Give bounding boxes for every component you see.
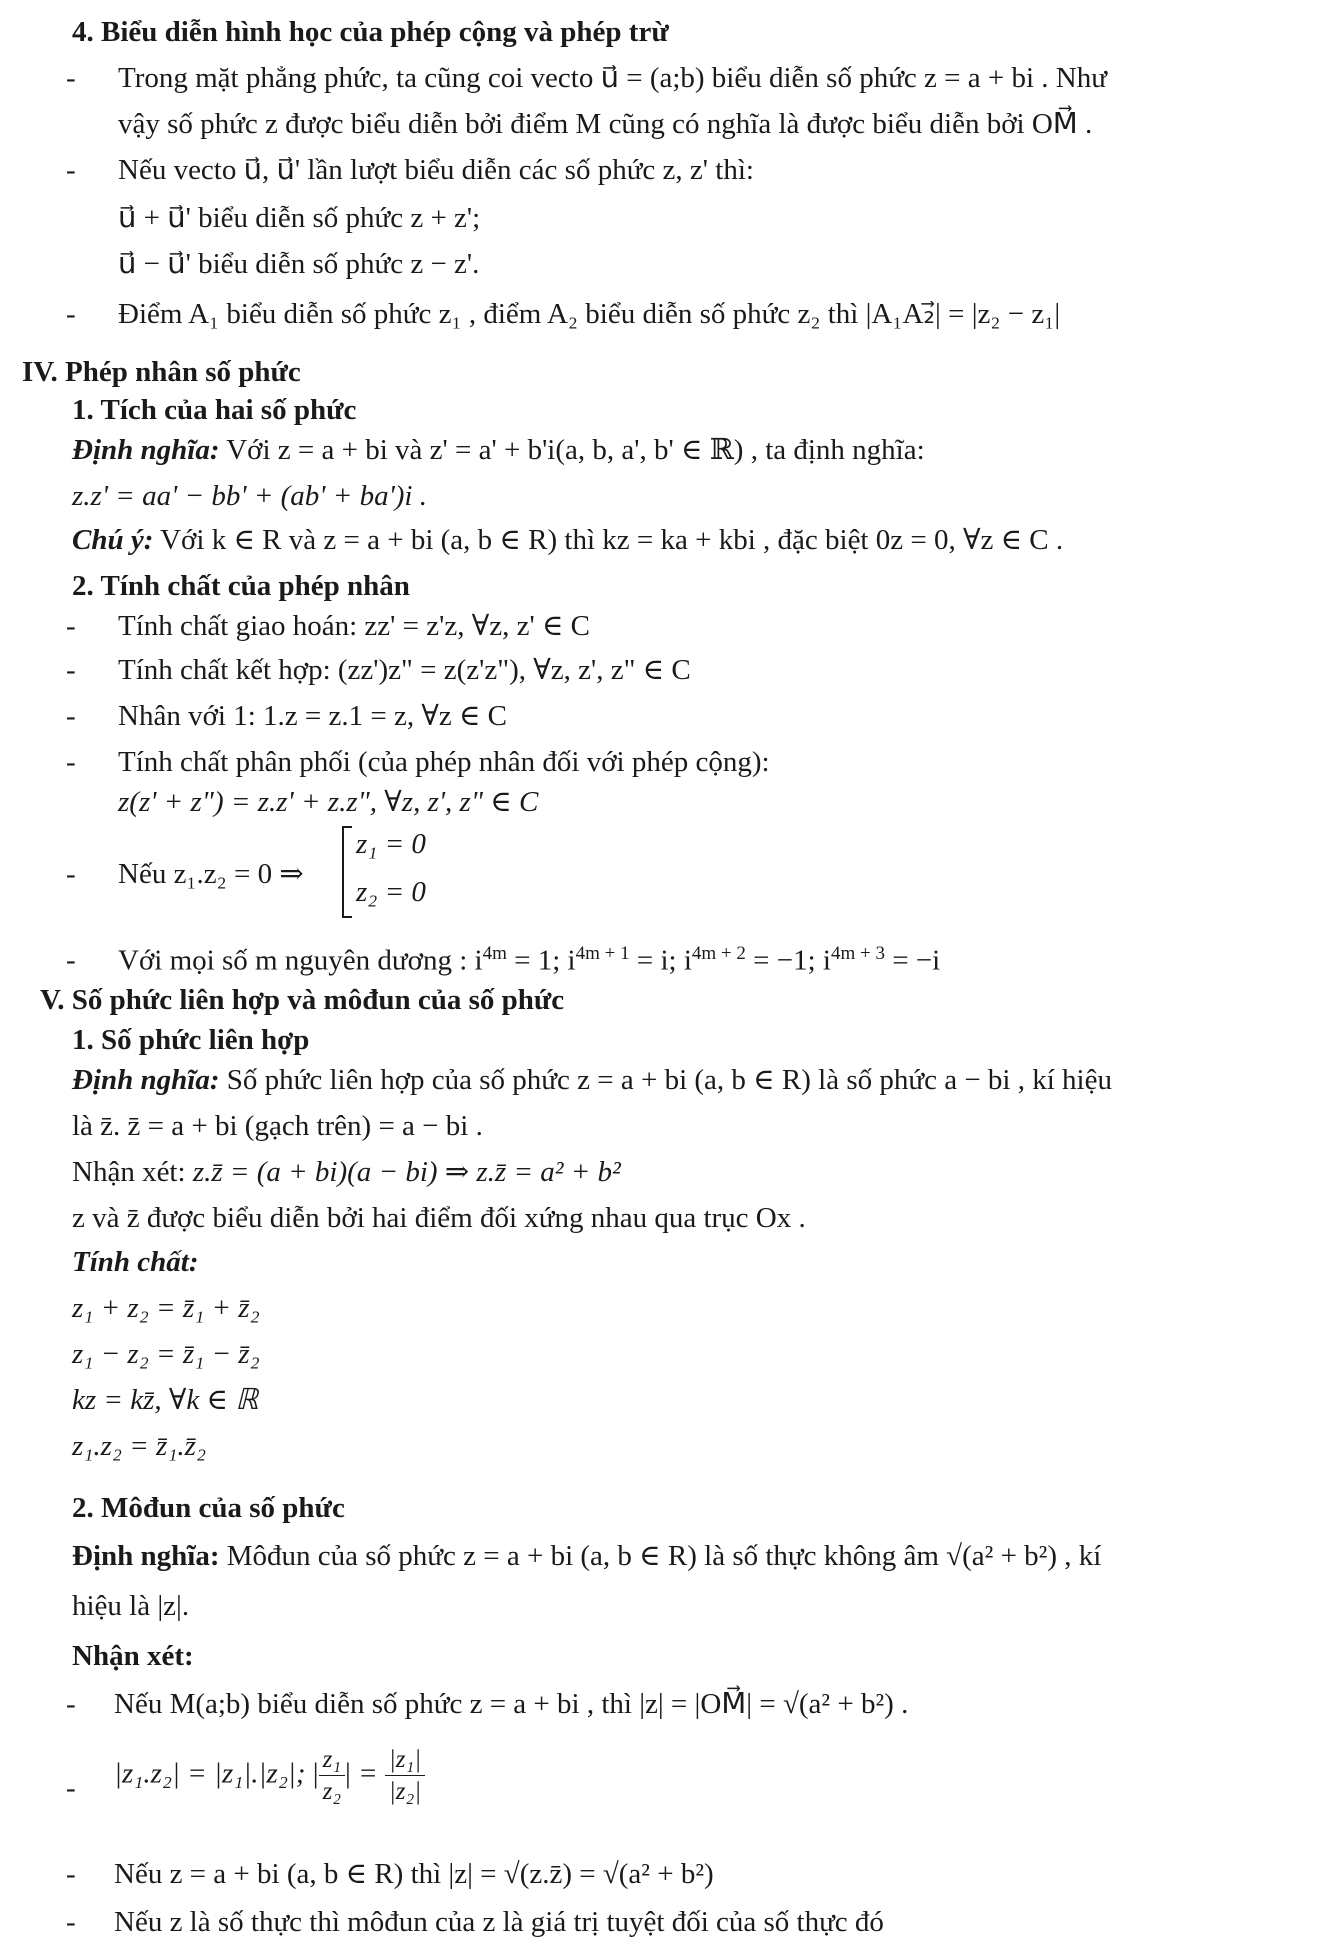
bullet-dash: -	[66, 944, 76, 976]
sec4-line-2: vậy số phức z được biểu diễn bởi điểm M cũng có nghĩa là được biểu diễn bởi OM⃗ .	[118, 108, 1093, 140]
case-2: z₂ = 0	[356, 876, 426, 908]
case-bracket	[342, 826, 352, 918]
definition-text: Với z = a + bi và z' = a' + b'i(a, b, a', b' ∈ ℝ) , ta định nghĩa:	[219, 434, 925, 466]
modulus-product: |z₁.z₂| = |z₁|.|z₂|;	[114, 1757, 306, 1790]
definition-label: Định nghĩa:	[72, 1540, 220, 1572]
section-4-title: 4. Biểu diễn hình học của phép cộng và phép trừ	[72, 16, 669, 48]
bullet-dash: -	[66, 298, 76, 330]
bullet-dash: -	[66, 1688, 76, 1720]
definition-label: Định nghĩa:	[72, 434, 220, 466]
v2-modulus-point: Nếu M(a;b) biểu diễn số phức z = a + bi , thì |z| = |OM⃗| = √(a² + b²) .	[114, 1688, 909, 1720]
v1-definition-line-2: là z̄. z̄ = a + bi (gạch trên) = a − bi .	[72, 1110, 483, 1142]
fraction-2: $\frac{\text{|z₁|}}{\text{|z₂|}}$	[385, 1744, 425, 1808]
v2-title: 2. Môđun của số phức	[72, 1492, 345, 1524]
v1-properties-label: Tính chất:	[72, 1246, 199, 1278]
powers-label: Với mọi số m nguyên dương :	[118, 944, 468, 977]
v2-remark-label: Nhận xét:	[72, 1640, 194, 1672]
exponent-3: 4m + 2	[691, 943, 746, 964]
iv2-powers-of-i: Với mọi số m nguyên dương : $i^{4m} = 1$; $i^{4m + 1} = i$; $i^{4m + 2} = -1$; $i^{4m + 3} = -i$	[118, 943, 941, 977]
v1-title: 1. Số phức liên hợp	[72, 1024, 310, 1056]
section-V-title: V. Số phức liên hợp và môđun của số phức	[40, 984, 565, 1016]
iv2-zero-product: Nếu z₁.z₂ = 0 ⇒	[118, 858, 304, 890]
bullet-dash: -	[66, 1858, 76, 1890]
remark-text: z.z̄ = (a + bi)(a − bi) ⇒ z.z̄ = a² + b²	[185, 1156, 621, 1188]
case-1: z₁ = 0	[356, 828, 426, 860]
note-label: Chú ý:	[72, 524, 154, 556]
v2-definition-line-2: hiệu là |z|.	[72, 1590, 190, 1622]
section-IV-title: IV. Phép nhân số phức	[22, 356, 301, 388]
v1-remark	[72, 1154, 621, 1190]
v1-property-4: z₁.z₂ = z̄₁.z̄₂	[72, 1430, 207, 1462]
exponent-2: 4m + 1	[575, 943, 630, 964]
definition-label: Định nghĩa:	[72, 1064, 220, 1096]
v2-modulus-conjugate: Nếu z = a + bi (a, b ∈ R) thì |z| = √(z.z̄) = √(a² + b²)	[114, 1858, 714, 1890]
v1-property-3: kz = kz̄, ∀k ∈ ℝ	[72, 1384, 259, 1416]
sec4-line-6: Điểm A₁ biểu diễn số phức z₁ , điểm A₂ biểu diễn số phức z₂ thì |A₁A₂⃗| = |z₂ − z₁|	[118, 298, 1061, 330]
bullet-dash: -	[66, 858, 76, 890]
bullet-dash: -	[66, 1906, 76, 1938]
iv1-formula: z.z' = aa' − bb' + (ab' + ba')i .	[72, 480, 427, 512]
iv2-prop-associative: Tính chất kết hợp: (zz')z" = z(z'z"), ∀z, z', z" ∈ C	[118, 654, 691, 686]
bullet-dash: -	[66, 700, 76, 732]
iv2-prop-distributive: Tính chất phân phối (của phép nhân đối với phép cộng):	[118, 746, 770, 778]
definition-text: Số phức liên hợp của số phức z = a + bi (a, b ∈ R) là số phức a − bi , kí hiệu	[219, 1064, 1112, 1096]
v2-modulus-product-quotient: |z₁.z₂| = |z₁|.|z₂|; | $\frac{\text{z₁}}{\text{z₂}}$ | = $\frac{\text{|z₁|}}{\text{|z₂|}}$	[114, 1744, 425, 1808]
bullet-dash: -	[66, 654, 76, 686]
sec4-line-4: u⃗ + u⃗' biểu diễn số phức z + z';	[118, 202, 481, 234]
bullet-dash: -	[66, 610, 76, 642]
iv2-prop-distributive-formula: z(z' + z") = z.z' + z.z", ∀z, z', z" ∈ C	[118, 786, 539, 818]
v1-property-2: z₁ − z₂ = z̄₁ − z̄₂	[72, 1338, 260, 1370]
exponent-1: 4m	[482, 943, 507, 964]
v2-modulus-real: Nếu z là số thực thì môđun của z là giá trị tuyệt đối của số thực đó	[114, 1906, 884, 1938]
v1-property-1: z₁ + z₂ = z̄₁ + z̄₂	[72, 1292, 260, 1324]
fraction-1: $\frac{\text{z₁}}{\text{z₂}}$	[319, 1744, 345, 1808]
bullet-dash: -	[66, 154, 76, 186]
iv2-prop-commutative: Tính chất giao hoán: zz' = z'z, ∀z, z' ∈ C	[118, 610, 591, 642]
v1-definition	[72, 1062, 1112, 1098]
v2-definition	[72, 1538, 1101, 1574]
sec4-line-1: Trong mặt phẳng phức, ta cũng coi vecto u⃗ = (a;b) biểu diễn số phức z = a + bi . Như	[118, 62, 1107, 94]
exponent-4: 4m + 3	[830, 943, 885, 964]
sec4-line-5: u⃗ − u⃗' biểu diễn số phức z − z'.	[118, 248, 480, 280]
remark-label: Nhận xét:	[72, 1156, 186, 1188]
iv2-title: 2. Tính chất của phép nhân	[72, 570, 410, 602]
note-text: Với k ∈ R và z = a + bi (a, b ∈ R) thì kz = ka + kbi , đặc biệt 0z = 0, ∀z ∈ C .	[153, 524, 1064, 556]
v1-symmetry: z và z̄ được biểu diễn bởi hai điểm đối xứng nhau qua trục Ox .	[72, 1202, 806, 1234]
bullet-dash: -	[66, 746, 76, 778]
sec4-line-3: Nếu vecto u⃗, u⃗' lần lượt biểu diễn các số phức z, z' thì:	[118, 154, 754, 186]
iv1-title: 1. Tích của hai số phức	[72, 394, 357, 426]
bullet-dash: -	[66, 62, 76, 94]
bullet-dash: -	[66, 1772, 76, 1804]
iv1-note	[72, 522, 1063, 558]
definition-text: Môđun của số phức z = a + bi (a, b ∈ R) là số thực không âm √(a² + b²) , kí	[219, 1540, 1102, 1572]
iv2-prop-identity: Nhân với 1: 1.z = z.1 = z, ∀z ∈ C	[118, 700, 508, 732]
iv1-definition	[72, 432, 925, 468]
